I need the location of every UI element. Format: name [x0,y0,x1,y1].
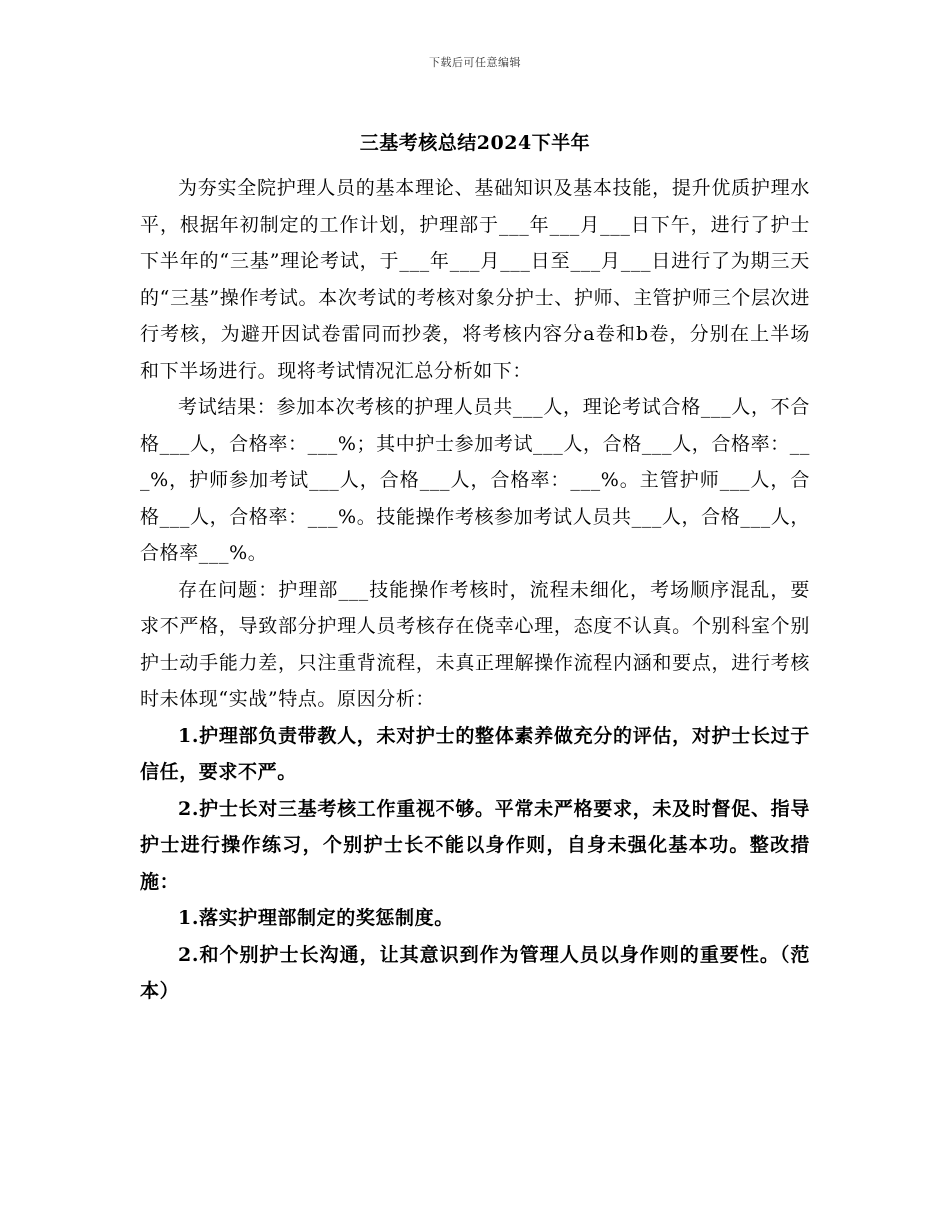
paragraph-problems: 存在问题：护理部___技能操作考核时，流程未细化，考场顺序混乱，要求不严格，导致部分护理人员考核存在侥幸心理，态度不认真。个别科室个别护士动手能力差，只注重背流程，未真正理解操作流程内涵和要点，进行考核时未体现“实战”特点。原因分析： [140,578,810,710]
paragraph-cause-1: 1.护理部负责带教人，未对护士的整体素养做充分的评估，对护士长过于信任，要求不严。 [140,724,810,783]
paragraph-cause-2: 2.护士长对三基考核工作重视不够。平常未严格要求，未及时督促、指导护士进行操作练习，个别护士长不能以身作则，自身未强化基本功。整改措施： [140,797,810,893]
paragraph-measure-1: 1.落实护理部制定的奖惩制度。 [178,907,454,929]
paragraph-measure-2: 2.和个别护士长沟通，让其意识到作为管理人员以身作则的重要性。（范本） [140,943,810,1002]
paragraph-exam-results: 考试结果：参加本次考核的护理人员共___人，理论考试合格___人，不合格___人，合格率：___%；其中护士参加考试___人，合格___人，合格率：___%，护师参加考试___人，合格___人，合格率：___%。主管护师___人，合格___人，合格率：___%。技能操作考核参加考试人员共___人，合格___人，合格率___%。 [140,396,810,564]
document-title: 三基考核总结2024下半年 [359,132,591,154]
paragraph-intro: 为夯实全院护理人员的基本理论、基础知识及基本技能，提升优质护理水平，根据年初制定的工作计划，护理部于___年___月___日下午，进行了护士下半年的“三基”理论考试，于___年___月___日至___月___日进行了为期三天的“三基”操作考试。本次考试的考核对象分护士、护师、主管护师三个层次进行考核，为避开因试卷雷同而抄袭，将考核内容分a卷和b卷，分别在上半场和下半场进行。现将考试情况汇总分析如下： [140,177,810,382]
page-header-note: 下载后可任意编辑 [429,56,521,69]
document-body [140,170,810,1010]
